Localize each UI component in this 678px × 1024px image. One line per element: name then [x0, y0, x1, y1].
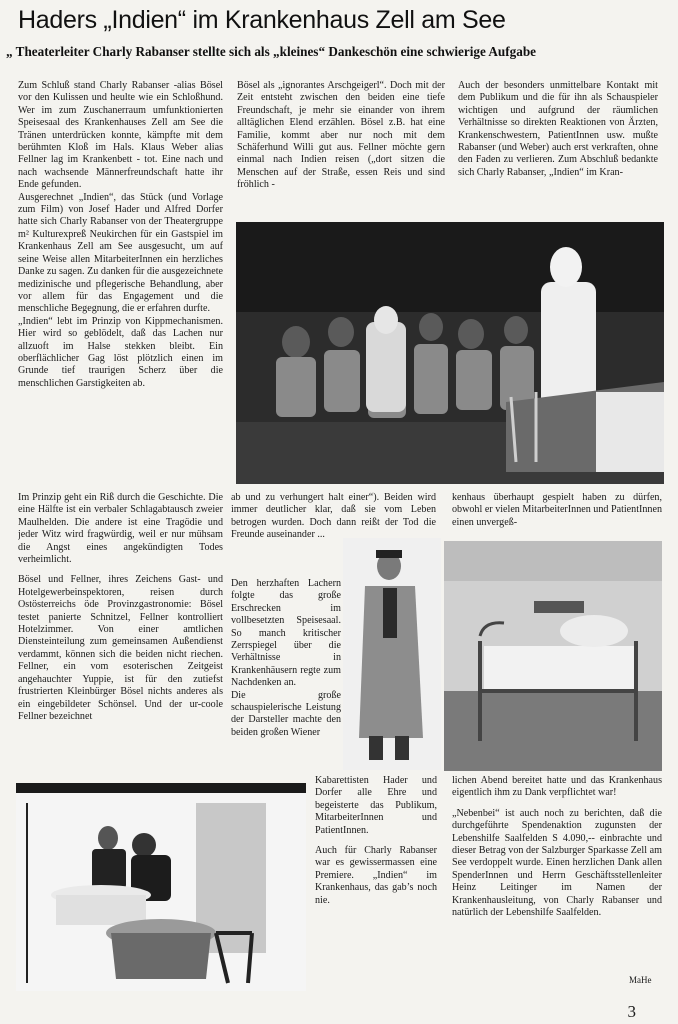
column-1-mid: [18, 492, 223, 774]
column-2-top: [237, 80, 445, 218]
column-3-top: [458, 80, 658, 218]
paragraph: Ausgerechnet „Indien“, das Stück (und Vorlage zum Film) von Josef Hader und Alfred Dorfer hatte sich Charly Rabanser von der Theatergruppe m² Kulturexpreß Neukirchen für ein Gastspiel im Krankenhaus Zell am See ausgesucht, um auf seine Weise allen MitarbeiterInnen ein herzliches Danke zu sagen. Zu danken für die ausgezeichnete medizinische und pflegerische Behandlung, aber vor allem für das Engagement und die menschliche Begegnung, die er erfahren durfte.: [18, 191, 223, 315]
paragraph: kenhaus überhaupt gespielt haben zu dürfen, obwohl er vielen MitarbeiterInnen und PatientInnen einen unvergeß-: [452, 492, 662, 528]
photo-bed-image: [444, 541, 662, 771]
photo-table-scene: [16, 783, 306, 991]
paragraph: lichen Abend bereitet hatte und das Krankenhaus eigentlich ihm zu Dank verpflichtet war!: [452, 775, 662, 799]
paragraph: „Nebenbei“ ist auch noch zu berichten, daß die durchgeführte Spendenaktion zugunsten der Lebenshilfe Saalfelden S 4.090,-- einbrachte und dieser Betrag von der Salzburger Sparkasse Zell am See verdoppelt wurde. Einen herzlichen Dank allen SpenderInnen und Herrn Geschäftsstellenleiter Heinz Leitinger im Namen der Krankenhausleitung, von Charly Rabanser und natürlich der Lebenshilfe Saalfelden.: [452, 807, 662, 919]
column-3-bottom: [452, 775, 662, 975]
paragraph: Auch für Charly Rabanser war es gewissermassen eine Premiere. „Indien“ im Krankenhaus, das gab’s noch nie.: [315, 845, 437, 906]
paragraph: Im Prinzip geht ein Riß durch die Geschichte. Die eine Hälfte ist ein verbaler Schlagabtausch zweier Maulhelden. Die andere ist eine Tragödie und jeder Witz wird fragwürdig, weil er nur mühsam die Angst eines angekündigten Todes verheimlicht.: [18, 492, 223, 566]
paragraph: Auch der besonders unmittelbare Kontakt mit dem Publikum und die für ihn als Schauspieler wichtigen und aufgrund der räumlichen Verhältnisse so direkten Reaktionen von Ärzten, Krankenschwestern, PatientInnen usw. mußte Rabanser (und Weber) auch erst verkraften, ohne den Faden zu verlieren. Zum Abschluß bedankte sich Charly Rabanser, „Indien“ im Kran-: [458, 80, 658, 178]
paragraph: ab und zu verhungert halt einer“). Beiden wird immer deutlicher klar, daß sie vom Leben betrogen wurden. Doch dann reißt der Tod die Freunde auseinander ...: [231, 492, 436, 541]
paragraph: Bösel als „ignorantes Arschgeigerl“. Doch mit der Zeit entsteht zwischen den beiden eine tiefe Freundschaft, je mehr sie einander von ihrem alltäglichen Elend erzählen. Bösel z.B. hat eine Familie, kommt aber nur noch mit dem Schäferhund Willi gut aus. Fellner möchte gern einmal nach Indien reisen („dort sitzen die Menschen auf der Straße, essen Reis und sind fröhlich -: [237, 80, 445, 191]
headline: Haders „Indien“ im Krankenhaus Zell am See: [18, 6, 506, 34]
paragraph: „Indien“ lebt im Prinzip von Kippmechanismen. Hier wird so geblödelt, daß das Lachen nur allzuoft im Halse stekken bleibt. Ein oberflächlicher Gag löst plötzlich einen im Grunde tief traurigen Scherz über die menschlichen Garstigkeiten ab.: [18, 315, 223, 389]
author-signature: MaHe: [629, 975, 652, 985]
photo-hospital-bed: [444, 541, 662, 771]
page-number: 3: [627, 1002, 636, 1021]
column-3-mid: [452, 492, 662, 540]
photo-table-image: [16, 783, 306, 991]
column-1-top: [18, 80, 223, 480]
paragraph: Kabarettisten Hader und Dorfer alle Ehre und begeisterte das Publikum, MitarbeiterInnen und PatientInnen.: [315, 775, 437, 836]
column-2-bottom: [315, 775, 437, 985]
photo-audience-performance: [236, 222, 664, 484]
paragraph: Bösel und Fellner, ihres Zeichens Gast- und Hotelgewerbeinspektoren, reisen durch Ostösterreichs öde Provinzgastronomie: Bösel testet panierte Schnitzel, Fellner kontrolliert Hotelzimmer. Von einer amtlichen Diensteinteilung zum gemeinsamen Außendienst verdammt, können sich die beiden nicht riechen. Fellner, ein vom esoterischen Zeitgeist angehauchter Yuppie, ist für den zutiefst frustrierten Kleinbürger Bösel nichts anderes als ein eingebildeter Schönsel. Und der ur-coole Fellner bezeichnet: [18, 574, 223, 722]
paragraph: Den herzhaften Lachern folgte das große Erschrecken im vollbesetzten Speisesaal. So manch kritischer Zerrspiegel über die Verhältnisse in Krankenhäusern regte zum Nachdenken an.: [231, 578, 341, 689]
paragraph: Zum Schluß stand Charly Rabanser -alias Bösel vor den Kulissen und heulte wie ein Schloßhund. Wer im zum Zuschanerraum umfunktionierten Speisesaal des Krankenhauses Zell am See die Tränen unterdrücken konnte, kämpfte mit dem berühmten Kloß im Hals. Klaus Weber alias Fellner lag im Krankenbett - tot. Eine nach und nach wachsende Männerfreundschaft hatte ihr Ende gefunden.: [18, 80, 223, 191]
subheadline: „ Theaterleiter Charly Rabanser stellte sich als „kleines“ Dankeschön eine schwierige Aufgabe: [6, 44, 537, 59]
photo-audience-image: [236, 222, 664, 484]
photo-actor-image: [343, 538, 441, 770]
photo-actor-raincoat: [343, 538, 441, 770]
column-2-narrow: [231, 578, 341, 778]
paragraph: Die große schauspielerische Leistung der Darsteller machte den beiden großen Wiener: [231, 689, 341, 738]
